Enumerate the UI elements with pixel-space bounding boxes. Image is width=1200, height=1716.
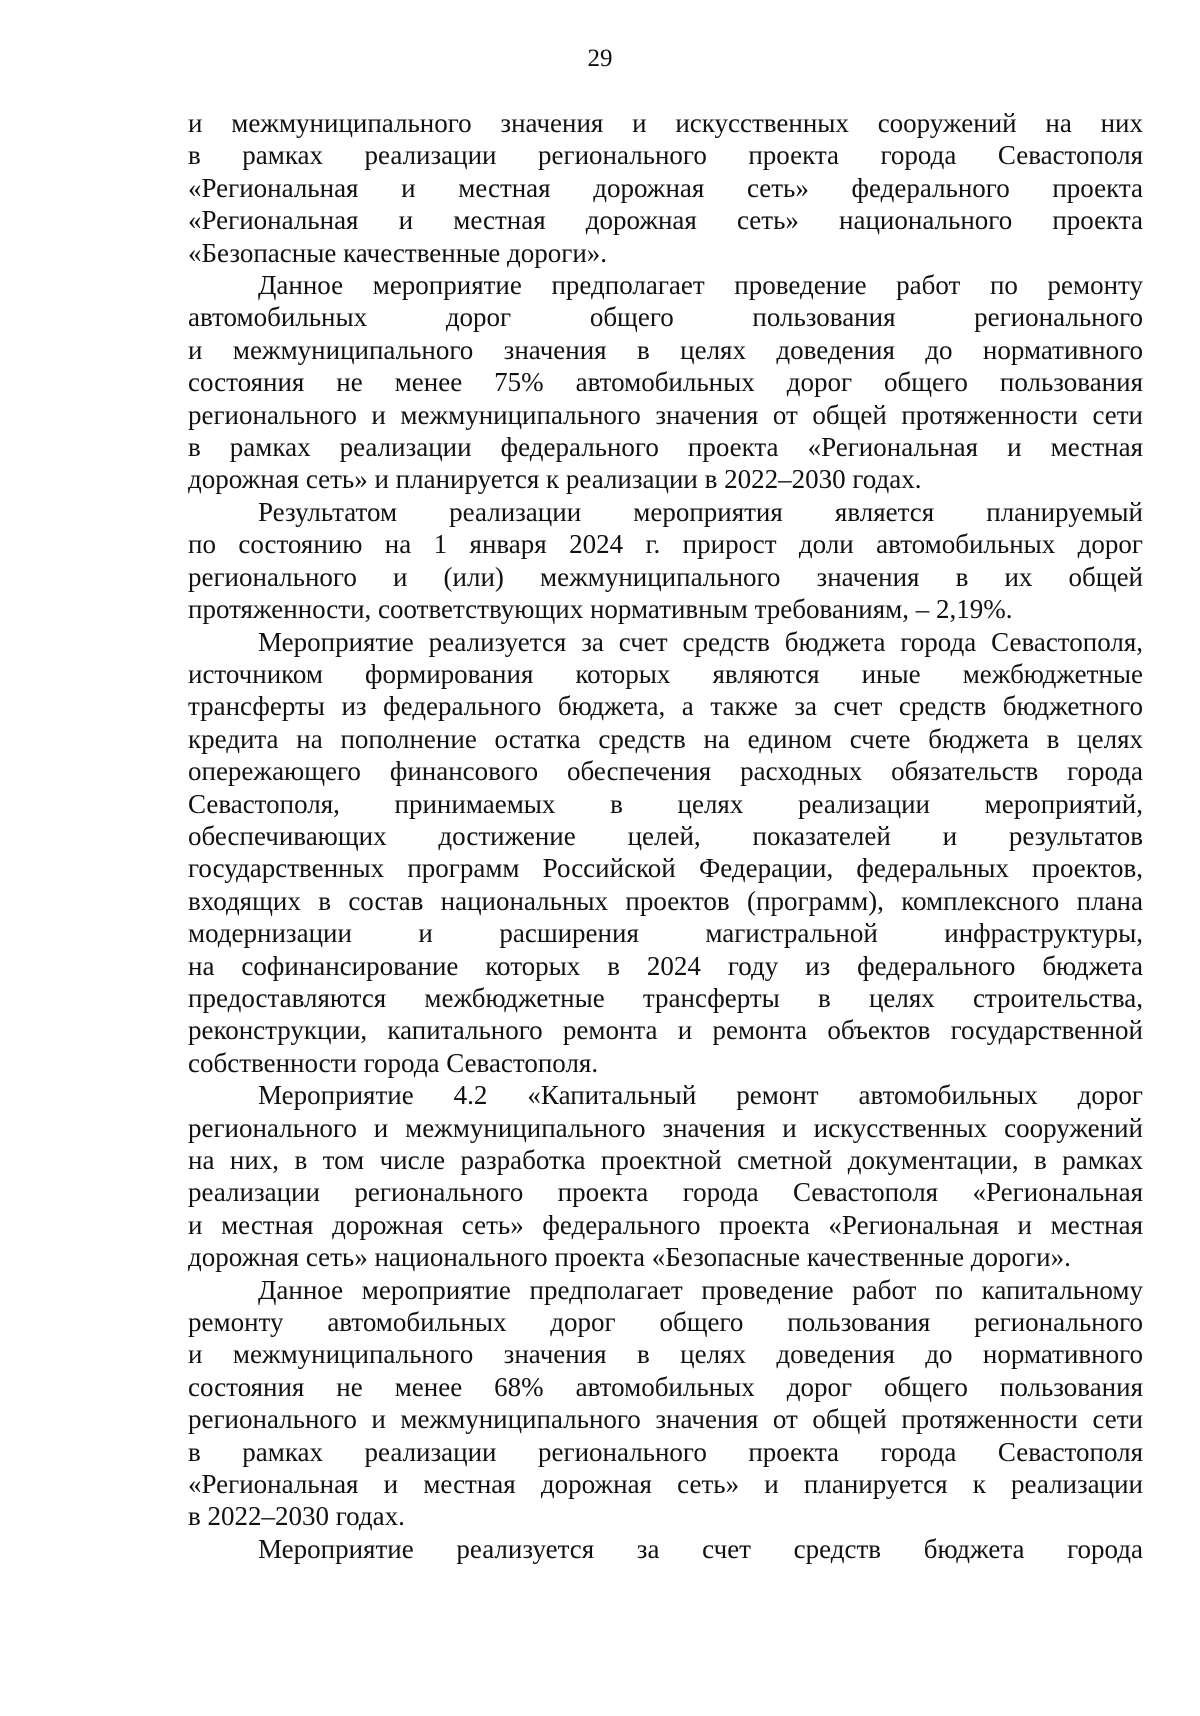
text-line: «Региональная и местная дорожная сеть» и планируется к реализации xyxy=(188,1469,1143,1500)
text-line: Севастополя, принимаемых в целях реализации мероприятий, xyxy=(188,788,1143,819)
text-line: протяженности, соответствующих нормативным требованиям, – 2,19%. xyxy=(188,594,1013,625)
text-line: регионального и межмуниципального значения от общей протяженности сети xyxy=(188,1404,1143,1435)
text-line: предоставляются межбюджетные трансферты в целях строительства, xyxy=(188,982,1143,1013)
text-line: и межмуниципального значения и искусственных сооружений на них xyxy=(188,108,1143,138)
text-line: и межмуниципального значения в целях доведения до нормативного xyxy=(188,1339,1143,1370)
document-body xyxy=(188,107,1143,1565)
text-line: Мероприятие 4.2 «Капитальный ремонт автомобильных дорог xyxy=(258,1080,1143,1111)
text-line: в 2022–2030 годах. xyxy=(188,1501,405,1532)
text-line: дорожная сеть» и планируется к реализации в 2022–2030 годах. xyxy=(188,464,922,495)
text-line: Данное мероприятие предполагает проведение работ по капитальному xyxy=(258,1274,1143,1305)
text-line: реконструкции, капитального ремонта и ремонта объектов государственной xyxy=(188,1015,1143,1046)
text-line: государственных программ Российской Федерации, федеральных проектов, xyxy=(188,853,1143,884)
text-line: Данное мероприятие предполагает проведение работ по ремонту xyxy=(258,270,1143,301)
text-line: регионального и межмуниципального значения от общей протяженности сети xyxy=(188,399,1143,430)
paragraph xyxy=(188,107,1143,269)
text-line: на них, в том числе разработка проектной сметной документации, в рамках xyxy=(188,1145,1143,1175)
text-line: и межмуниципального значения в целях доведения до нормативного xyxy=(188,334,1143,365)
text-line: автомобильных дорог общего пользования регионального xyxy=(188,302,1143,333)
text-line: Мероприятие реализуется за счет средств бюджета города Севастополя, xyxy=(258,626,1143,657)
text-line: источником формирования которых являются иные межбюджетные xyxy=(188,658,1143,689)
paragraph xyxy=(188,626,1143,1080)
page-number: 29 xyxy=(587,45,613,72)
text-line: дорожная сеть» национального проекта «Безопасные качественные дороги». xyxy=(188,1242,1071,1273)
text-line: регионального и (или) межмуниципального значения в их общей xyxy=(188,561,1143,592)
text-line: на софинансирование которых в 2024 году из федерального бюджета xyxy=(188,950,1143,981)
paragraph xyxy=(188,1079,1143,1273)
paragraph xyxy=(188,1274,1143,1533)
paragraph xyxy=(188,496,1143,626)
text-line: состояния не менее 68% автомобильных дорог общего пользования xyxy=(188,1371,1143,1402)
paragraph xyxy=(188,1533,1143,1565)
text-line: в рамках реализации регионального проекта города Севастополя xyxy=(188,1436,1143,1467)
text-line: и местная дорожная сеть» федерального проекта «Региональная и местная xyxy=(188,1209,1143,1240)
text-line: в рамках реализации регионального проекта города Севастополя xyxy=(188,140,1143,171)
text-line: «Безопасные качественные дороги». xyxy=(188,237,608,268)
text-line: в рамках реализации федерального проекта «Региональная и местная xyxy=(188,432,1143,463)
text-line: Мероприятие реализуется за счет средств бюджета города xyxy=(258,1533,1143,1564)
text-line: «Региональная и местная дорожная сеть» национального проекта xyxy=(188,205,1143,236)
text-line: обеспечивающих достижение целей, показателей и результатов xyxy=(188,820,1143,851)
text-line: ремонту автомобильных дорог общего пользования регионального xyxy=(188,1307,1143,1338)
text-line: модернизации и расширения магистральной инфраструктуры, xyxy=(188,918,1143,949)
text-line: кредита на пополнение остатка средств на едином счете бюджета в целях xyxy=(188,723,1143,754)
text-line: собственности города Севастополя. xyxy=(188,1047,599,1078)
paragraph xyxy=(188,269,1143,496)
text-line: входящих в состав национальных проектов (программ), комплексного плана xyxy=(188,885,1143,916)
text-line: Результатом реализации мероприятия является планируемый xyxy=(258,496,1143,527)
text-line: опережающего финансового обеспечения расходных обязательств города xyxy=(188,756,1143,787)
text-line: трансферты из федерального бюджета, а также за счет средств бюджетного xyxy=(188,691,1143,722)
text-line: состояния не менее 75% автомобильных дорог общего пользования xyxy=(188,367,1143,398)
text-line: регионального и межмуниципального значения и искусственных сооружений xyxy=(188,1112,1143,1143)
text-line: «Региональная и местная дорожная сеть» федерального проекта xyxy=(188,172,1143,203)
text-line: по состоянию на 1 января 2024 г. прирост доли автомобильных дорог xyxy=(188,529,1143,560)
text-line: реализации регионального проекта города Севастополя «Региональная xyxy=(188,1177,1143,1208)
